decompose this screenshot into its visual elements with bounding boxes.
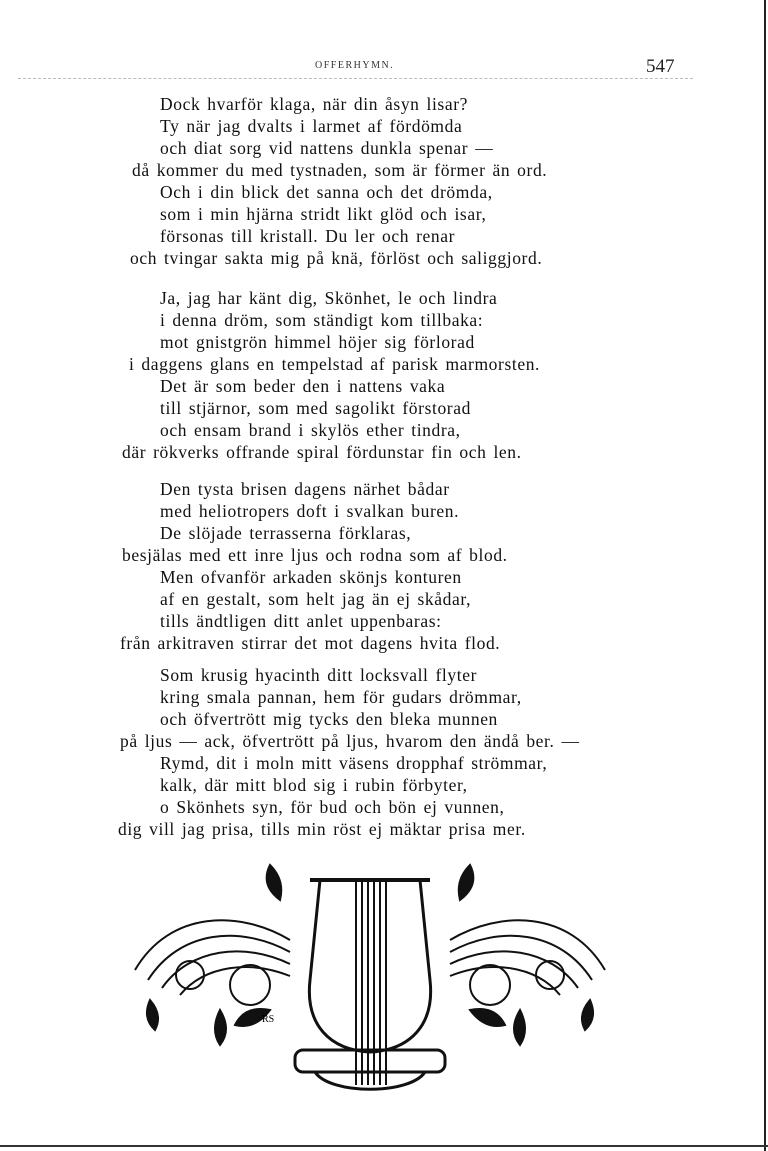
verse-line: o Skönhets syn, för bud och bön ej vunnen, [160, 797, 505, 817]
verse-line: på ljus — ack, öfvertrött på ljus, hvarom den ändå ber. — [120, 731, 580, 751]
verse-line: Ja, jag har känt dig, Skönhet, le och lindra [160, 288, 498, 308]
lyre-ornament [130, 860, 610, 1095]
verse-line: mot gnistgrön himmel höjer sig förlorad [160, 332, 475, 352]
page-number: 547 [646, 56, 675, 77]
verse-line: där rökverks offrande spiral fördunstar fin och len. [122, 442, 522, 462]
verse-line: Ty när jag dvalts i larmet af fördömda [160, 116, 463, 136]
verse-line: då kommer du med tystnaden, som är förmer än ord. [132, 160, 548, 180]
verse-line: dig vill jag prisa, tills min röst ej mäktar prisa mer. [118, 819, 526, 839]
verse-line: som i min hjärna stridt likt glöd och isar, [160, 204, 487, 224]
verse-line: Den tysta brisen dagens närhet bådar [160, 479, 450, 499]
verse-line: och ensam brand i skylös ether tindra, [160, 420, 461, 440]
header-rule [18, 78, 693, 79]
verse-line: i daggens glans en tempelstad af parisk marmorsten. [129, 354, 541, 374]
verse-line: af en gestalt, som helt jag än ej skådar, [160, 589, 472, 609]
verse-line: från arkitraven stirrar det mot dagens hvita flod. [120, 633, 501, 653]
ornament-monogram: RS [262, 1014, 275, 1025]
verse-line: De slöjade terrasserna förklaras, [160, 523, 412, 543]
verse-line: till stjärnor, som med sagolikt förstorad [160, 398, 471, 418]
verse-line: Rymd, dit i moln mitt väsens dropphaf strömmar, [160, 753, 548, 773]
verse-line: tills ändtligen ditt anlet uppenbaras: [160, 611, 442, 631]
verse-line: Dock hvarför klaga, när din åsyn lisar? [160, 94, 469, 114]
verse-line: och öfvertrött mig tycks den bleka munnen [160, 709, 498, 729]
verse-line: Det är som beder den i nattens vaka [160, 376, 446, 396]
verse-line: i denna dröm, som ständigt kom tillbaka: [160, 310, 484, 330]
verse-line: kring smala pannan, hem för gudars drömmar, [160, 687, 522, 707]
verse-line: och diat sorg vid nattens dunkla spenar — [160, 138, 494, 158]
verse-line: försonas till kristall. Du ler och renar [160, 226, 456, 246]
page-edge-right [764, 0, 766, 1151]
running-title: OFFERHYMN. [315, 60, 395, 71]
verse-line: besjälas med ett inre ljus och rodna som af blod. [122, 545, 508, 565]
page-edge-bottom [0, 1145, 768, 1147]
verse-line: Som krusig hyacinth ditt locksvall flyter [160, 665, 477, 685]
verse-line: Och i din blick det sanna och det drömda, [160, 182, 493, 202]
verse-line: och tvingar sakta mig på knä, förlöst och saliggjord. [130, 248, 543, 268]
verse-line: Men ofvanför arkaden skönjs konturen [160, 567, 462, 587]
verse-line: med heliotropers doft i svalkan buren. [160, 501, 460, 521]
verse-line: kalk, där mitt blod sig i rubin förbyter, [160, 775, 468, 795]
page-header [0, 58, 768, 82]
